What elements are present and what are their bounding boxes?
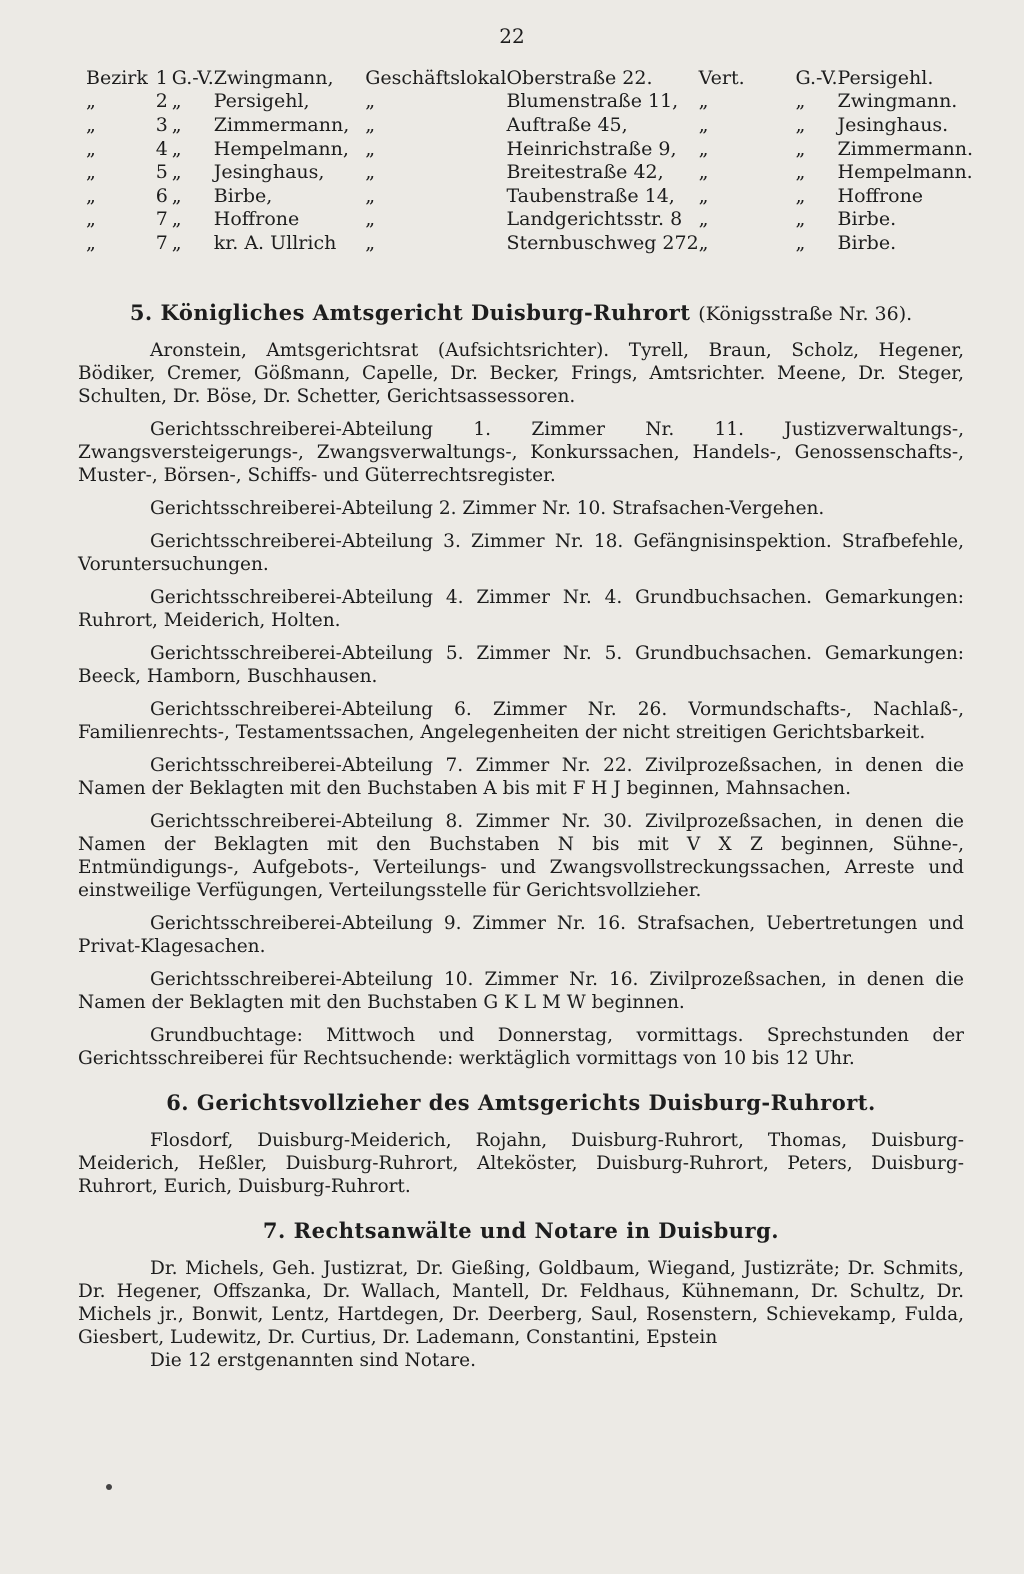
district-row: [86, 160, 976, 184]
deputy-label: „: [698, 90, 709, 113]
district-officer-name: Hempelmann,: [213, 137, 349, 160]
district-label: „: [86, 231, 96, 254]
office-label: „: [365, 90, 376, 113]
district-number: 1: [155, 66, 168, 89]
office-label: Geschäftslokal: [365, 66, 507, 89]
district-number: 7: [155, 231, 168, 254]
office-label: „: [365, 137, 376, 160]
section-5-paragraph: Gerichtsschreiberei-Abteilung 6. Zimmer Nr. 26. Vormundschafts-, Nachlaß-, Familienrechts-, Testamentssachen, Angelegenheiten der nicht streitigen Gerichtsbarkeit.: [78, 699, 964, 743]
district-officer-name: kr. A. Ullrich: [213, 231, 337, 254]
district-number: 5: [155, 161, 168, 184]
district-label: „: [86, 161, 96, 184]
deputy-label: „: [698, 184, 709, 207]
deputy-gv-label: „: [795, 137, 806, 160]
main-content: [78, 300, 964, 1382]
office-address: Landgerichtsstr. 8: [506, 208, 683, 231]
deputy-name: Jesinghaus.: [837, 113, 949, 136]
deputy-label: „: [698, 113, 709, 136]
section-5-paragraph: Gerichtsschreiberei-Abteilung 3. Zimmer Nr. 18. Gefängnisinspektion. Strafbefehle, Voruntersuchungen.: [78, 531, 964, 575]
section-7-heading: 7. Rechtsanwälte und Notare in Duisburg.: [262, 1218, 780, 1243]
district-row: [86, 137, 976, 161]
district-row: [86, 231, 976, 255]
district-label: „: [86, 137, 96, 160]
ink-spot: [106, 1484, 112, 1490]
district-officer-name: Zimmermann,: [213, 113, 350, 136]
deputy-label: „: [698, 231, 709, 254]
district-officer-name: Zwingmann,: [213, 66, 334, 89]
district-officer-name: Hoffrone: [213, 208, 300, 231]
section-5-paragraph: Gerichtsschreiberei-Abteilung 7. Zimmer Nr. 22. Zivilprozeßsachen, in denen die Namen der Beklagten mit den Buchstaben A bis mit F H J beginnen, Mahnsachen.: [78, 755, 964, 799]
section-7-paragraph: Dr. Michels, Geh. Justizrat, Dr. Gießing, Goldbaum, Wiegand, Justizräte; Dr. Schmits, Dr. Hegener, Offszanka, Dr. Wallach, Mantell, Dr. Feldhaus, Kühnemann, Dr. Schultz, Dr. Michels jr., Bonwit, Lentz, Hartdegen, Dr. Deerberg, Saul, Rosenstern, Schievekamp, Fulda, Giesbert, Ludewitz, Dr. Curtius, Dr. Lademann, Constantini, Epstein: [78, 1258, 964, 1348]
office-label: „: [365, 113, 376, 136]
section-5-paragraph: Aronstein, Amtsgerichtsrat (Aufsichtsrichter). Tyrell, Braun, Scholz, Hegener, Bödiker, Cremer, Gößmann, Capelle, Dr. Becker, Frings, Amtsrichter. Meene, Dr. Steger, Schulten, Dr. Böse, Dr. Schetter, Gerichtsassessoren.: [78, 340, 964, 407]
deputy-gv-label: „: [795, 90, 806, 113]
district-officer-name: Birbe,: [213, 184, 273, 207]
district-officer-name: Jesinghaus,: [213, 161, 325, 184]
office-label: „: [365, 208, 376, 231]
district-number: 2: [155, 90, 168, 113]
section-5-paragraph: Gerichtsschreiberei-Abteilung 4. Zimmer Nr. 4. Grundbuchsachen. Gemarkungen: Ruhrort, Meiderich, Holten.: [78, 587, 964, 631]
district-officer-name: Persigehl,: [213, 90, 310, 113]
district-label: „: [86, 208, 96, 231]
office-label: „: [365, 161, 376, 184]
office-address: Sternbuschweg 272: [506, 231, 699, 254]
deputy-label: „: [698, 137, 709, 160]
district-label: „: [86, 113, 96, 136]
office-address: Taubenstraße 14,: [506, 184, 675, 207]
deputy-gv-label: „: [795, 113, 806, 136]
office-address: Oberstraße 22.: [506, 66, 653, 89]
office-address: Auftraße 45,: [506, 113, 628, 136]
district-row: [86, 113, 976, 137]
district-row: [86, 208, 976, 232]
district-label: „: [86, 184, 96, 207]
section-6-heading: 6. Gerichtsvollzieher des Amtsgerichts Duisburg-Ruhrort.: [166, 1090, 876, 1115]
section-5-paragraph: Gerichtsschreiberei-Abteilung 10. Zimmer Nr. 16. Zivilprozeßsachen, in denen die Namen der Beklagten mit den Buchstaben G K L M W beginnen.: [78, 969, 964, 1013]
section-7-paragraph: Die 12 erstgenannten sind Notare.: [150, 1350, 476, 1371]
gv-label: „: [171, 208, 182, 231]
gv-label: „: [171, 113, 182, 136]
district-table-body: [86, 66, 976, 255]
deputy-name: Birbe.: [837, 231, 897, 254]
office-label: „: [365, 184, 376, 207]
deputy-name: Hempelmann.: [837, 161, 973, 184]
deputy-name: Zwingmann.: [837, 90, 958, 113]
deputy-gv-label: G.-V.: [795, 66, 838, 89]
section-5-heading: [78, 300, 964, 325]
gv-label: „: [171, 161, 182, 184]
page-number: 22: [499, 24, 525, 48]
deputy-label: „: [698, 161, 709, 184]
section-5-title: 5. Königliches Amtsgericht Duisburg-Ruhrort: [129, 300, 691, 325]
section-5-paragraph: Gerichtsschreiberei-Abteilung 8. Zimmer Nr. 30. Zivilprozeßsachen, in denen die Namen der Beklagten mit den Buchstaben N bis mit V X Z beginnen, Sühne-, Entmündigungs-, Aufgebots-, Verteilungs- und Zwangsvollstreckungssachen, Arreste und einstweilige Verfügungen, Verteilungsstelle für Gerichtsvollzieher.: [78, 811, 964, 901]
gv-label: „: [171, 184, 182, 207]
section-5-paragraph: Gerichtsschreiberei-Abteilung 2. Zimmer Nr. 10. Strafsachen-Vergehen.: [150, 498, 825, 519]
deputy-gv-label: „: [795, 161, 806, 184]
section-6-paragraph: Flosdorf, Duisburg-Meiderich, Rojahn, Duisburg-Ruhrort, Thomas, Duisburg-Meiderich, Heßler, Duisburg-Ruhrort, Alteköster, Duisburg-Ruhrort, Peters, Duisburg-Ruhrort, Eurich, Duisburg-Ruhrort.: [78, 1130, 964, 1197]
district-row: [86, 66, 976, 90]
deputy-gv-label: „: [795, 184, 806, 207]
gv-label: „: [171, 90, 182, 113]
district-number: 7: [155, 208, 168, 231]
gv-label: „: [171, 231, 182, 254]
section-5-address: (Königsstraße Nr. 36).: [698, 303, 913, 325]
district-number: 4: [155, 137, 168, 160]
district-row: [86, 90, 976, 114]
deputy-gv-label: „: [795, 231, 806, 254]
deputy-name: Hoffrone: [837, 184, 924, 207]
deputy-name: Zimmermann.: [837, 137, 974, 160]
section-5-paragraph: Grundbuchtage: Mittwoch und Donnerstag, vormittags. Sprechstunden der Gerichtsschreiberei für Rechtsuchende: werktäglich vormittags von 10 bis 12 Uhr.: [78, 1025, 964, 1069]
office-label: „: [365, 231, 376, 254]
office-address: Breitestraße 42,: [506, 161, 664, 184]
section-5-paragraph: Gerichtsschreiberei-Abteilung 9. Zimmer Nr. 16. Strafsachen, Uebertretungen und Privat-Klagesachen.: [78, 913, 964, 957]
district-label: „: [86, 90, 96, 113]
district-label: Bezirk: [86, 66, 148, 89]
office-address: Heinrichstraße 9,: [506, 137, 677, 160]
office-address: Blumenstraße 11,: [506, 90, 679, 113]
deputy-label: „: [698, 208, 709, 231]
deputy-gv-label: „: [795, 208, 806, 231]
gv-label: G.-V.: [171, 66, 214, 89]
section-5-paragraph: Gerichtsschreiberei-Abteilung 1. Zimmer Nr. 11. Justizverwaltungs-, Zwangsversteigerungs-, Zwangsverwaltungs-, Konkurssachen, Handels-, Genossenschafts-, Muster-, Börsen-, Schiffs- und Güterrechtsregister.: [78, 419, 964, 486]
deputy-name: Persigehl.: [837, 66, 934, 89]
district-number: 3: [155, 113, 168, 136]
district-number: 6: [155, 184, 168, 207]
district-table: [86, 66, 976, 255]
deputy-label: Vert.: [698, 66, 745, 89]
gv-label: „: [171, 137, 182, 160]
district-row: [86, 184, 976, 208]
deputy-name: Birbe.: [837, 208, 897, 231]
section-5-paragraph: Gerichtsschreiberei-Abteilung 5. Zimmer Nr. 5. Grundbuchsachen. Gemarkungen: Beeck, Hamborn, Buschhausen.: [78, 643, 964, 687]
